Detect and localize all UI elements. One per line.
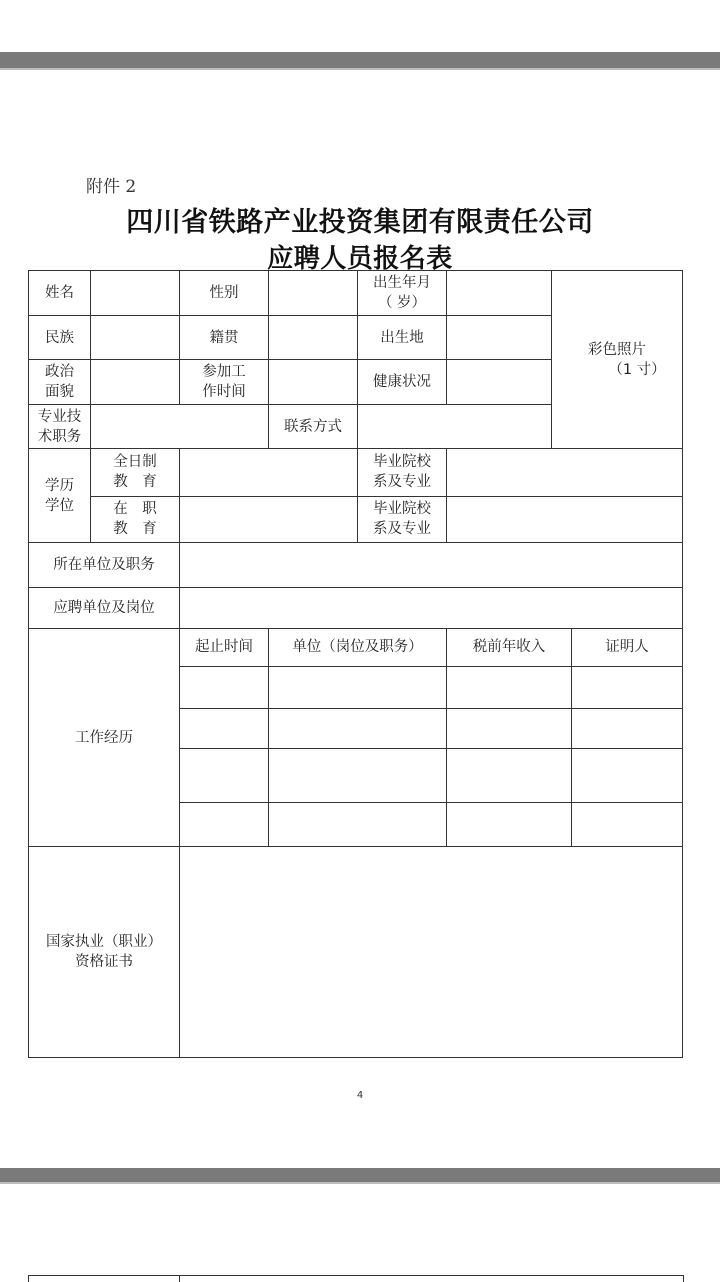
work-income-cell[interactable] bbox=[447, 709, 572, 749]
page-number: 4 bbox=[356, 1090, 364, 1101]
next-page-column-divider bbox=[179, 1276, 180, 1282]
field-gender[interactable] bbox=[269, 271, 358, 316]
work-unit-cell[interactable] bbox=[269, 749, 447, 803]
header-income: 税前年收入 bbox=[447, 628, 572, 666]
field-work-start[interactable] bbox=[269, 360, 358, 405]
field-fulltime-school[interactable] bbox=[447, 449, 683, 496]
work-reference-cell[interactable] bbox=[572, 709, 683, 749]
label-professional-title-line1: 专业技 bbox=[37, 408, 82, 425]
field-professional-title[interactable] bbox=[91, 405, 269, 449]
row-certificates bbox=[29, 847, 683, 1058]
label-political bbox=[29, 360, 91, 405]
work-period-cell[interactable] bbox=[180, 749, 269, 803]
label-applied-unit: 应聘单位及岗位 bbox=[29, 587, 180, 628]
label-ethnicity: 民族 bbox=[29, 316, 91, 360]
row-current-unit bbox=[29, 542, 683, 587]
next-page-table-edge bbox=[28, 1275, 684, 1282]
label-political-line1: 政治 bbox=[45, 364, 74, 381]
label-inservice-school-line2: 系及专业 bbox=[373, 521, 431, 538]
label-work-start-line2: 作时间 bbox=[202, 384, 246, 401]
field-inservice-school[interactable] bbox=[447, 496, 683, 542]
photo-label-line2: （1 寸） bbox=[608, 361, 666, 378]
label-fulltime-education bbox=[91, 449, 180, 496]
field-name[interactable] bbox=[91, 271, 180, 316]
row-education-fulltime bbox=[29, 449, 683, 496]
row-work-history-header bbox=[29, 628, 683, 666]
field-applied-unit[interactable] bbox=[180, 587, 683, 628]
work-period-cell[interactable] bbox=[180, 709, 269, 749]
field-inservice-education[interactable] bbox=[180, 496, 358, 542]
label-fulltime-school-line1: 毕业院校 bbox=[373, 454, 431, 471]
row-applied-unit bbox=[29, 587, 683, 628]
bottom-page-edge bbox=[0, 1182, 720, 1184]
label-inservice-school-line1: 毕业院校 bbox=[373, 501, 431, 518]
work-income-cell[interactable] bbox=[447, 803, 572, 847]
work-unit-cell[interactable] bbox=[269, 666, 447, 708]
field-birthplace[interactable] bbox=[447, 316, 552, 360]
field-native-place[interactable] bbox=[269, 316, 358, 360]
label-certificates bbox=[29, 847, 180, 1058]
label-inservice-school bbox=[358, 496, 447, 542]
work-reference-cell[interactable] bbox=[572, 803, 683, 847]
label-native-place: 籍贯 bbox=[180, 316, 269, 360]
label-fulltime-school-line2: 系及专业 bbox=[373, 474, 431, 491]
label-current-unit: 所在单位及职务 bbox=[29, 542, 180, 587]
work-reference-cell[interactable] bbox=[572, 666, 683, 708]
work-income-cell[interactable] bbox=[447, 749, 572, 803]
label-health: 健康状况 bbox=[358, 360, 447, 405]
label-work-history: 工作经历 bbox=[29, 628, 180, 847]
field-certificates[interactable] bbox=[180, 847, 683, 1058]
work-income-cell[interactable] bbox=[447, 666, 572, 708]
field-fulltime-education[interactable] bbox=[180, 449, 358, 496]
form-title: 应聘人员报名表 bbox=[267, 244, 453, 274]
label-birthplace: 出生地 bbox=[358, 316, 447, 360]
work-unit-cell[interactable] bbox=[269, 803, 447, 847]
field-birth[interactable] bbox=[447, 271, 552, 316]
top-gray-bar bbox=[0, 52, 720, 68]
label-birth-line1: 出生年月 bbox=[373, 275, 431, 292]
label-professional-title bbox=[29, 405, 91, 449]
label-fulltime-school bbox=[358, 449, 447, 496]
label-fulltime-line1: 全日制 bbox=[113, 454, 157, 471]
document-title: 四川省铁路产业投资集团有限责任公司 bbox=[126, 207, 594, 238]
attachment-label: 附件 2 bbox=[86, 177, 137, 197]
field-contact[interactable] bbox=[358, 405, 552, 449]
label-certificates-line2: 资格证书 bbox=[75, 954, 133, 971]
work-unit-cell[interactable] bbox=[269, 709, 447, 749]
work-period-cell[interactable] bbox=[180, 666, 269, 708]
label-education-line2: 学位 bbox=[45, 497, 74, 514]
top-page-edge bbox=[0, 68, 720, 70]
field-ethnicity[interactable] bbox=[91, 316, 180, 360]
row-basic-1 bbox=[29, 271, 683, 316]
photo-box[interactable] bbox=[552, 271, 683, 449]
label-name: 姓名 bbox=[29, 271, 91, 316]
label-inservice-line2: 教 育 bbox=[113, 521, 157, 538]
label-education bbox=[29, 449, 91, 542]
label-contact: 联系方式 bbox=[269, 405, 358, 449]
photo-label-line1: 彩色照片 bbox=[588, 341, 646, 358]
label-gender: 性别 bbox=[180, 271, 269, 316]
field-current-unit[interactable] bbox=[180, 542, 683, 587]
label-inservice-education bbox=[91, 496, 180, 542]
label-birth-line2: （ 岁） bbox=[377, 295, 427, 312]
work-reference-cell[interactable] bbox=[572, 749, 683, 803]
label-work-start-line1: 参加工 bbox=[202, 364, 246, 381]
label-certificates-line1: 国家执业（职业） bbox=[46, 934, 162, 951]
application-form-table bbox=[28, 270, 683, 1058]
header-reference: 证明人 bbox=[572, 628, 683, 666]
label-fulltime-line2: 教 育 bbox=[113, 474, 157, 491]
header-unit: 单位（岗位及职务） bbox=[269, 628, 447, 666]
label-education-line1: 学历 bbox=[45, 477, 74, 494]
work-period-cell[interactable] bbox=[180, 803, 269, 847]
header-period: 起止时间 bbox=[180, 628, 269, 666]
field-health[interactable] bbox=[447, 360, 552, 405]
label-work-start bbox=[180, 360, 269, 405]
label-birth bbox=[358, 271, 447, 316]
label-professional-title-line2: 术职务 bbox=[37, 428, 82, 445]
bottom-gray-bar bbox=[0, 1168, 720, 1182]
label-inservice-line1: 在 职 bbox=[113, 501, 157, 518]
row-education-inservice bbox=[29, 496, 683, 542]
label-political-line2: 面貌 bbox=[45, 384, 74, 401]
field-political[interactable] bbox=[91, 360, 180, 405]
